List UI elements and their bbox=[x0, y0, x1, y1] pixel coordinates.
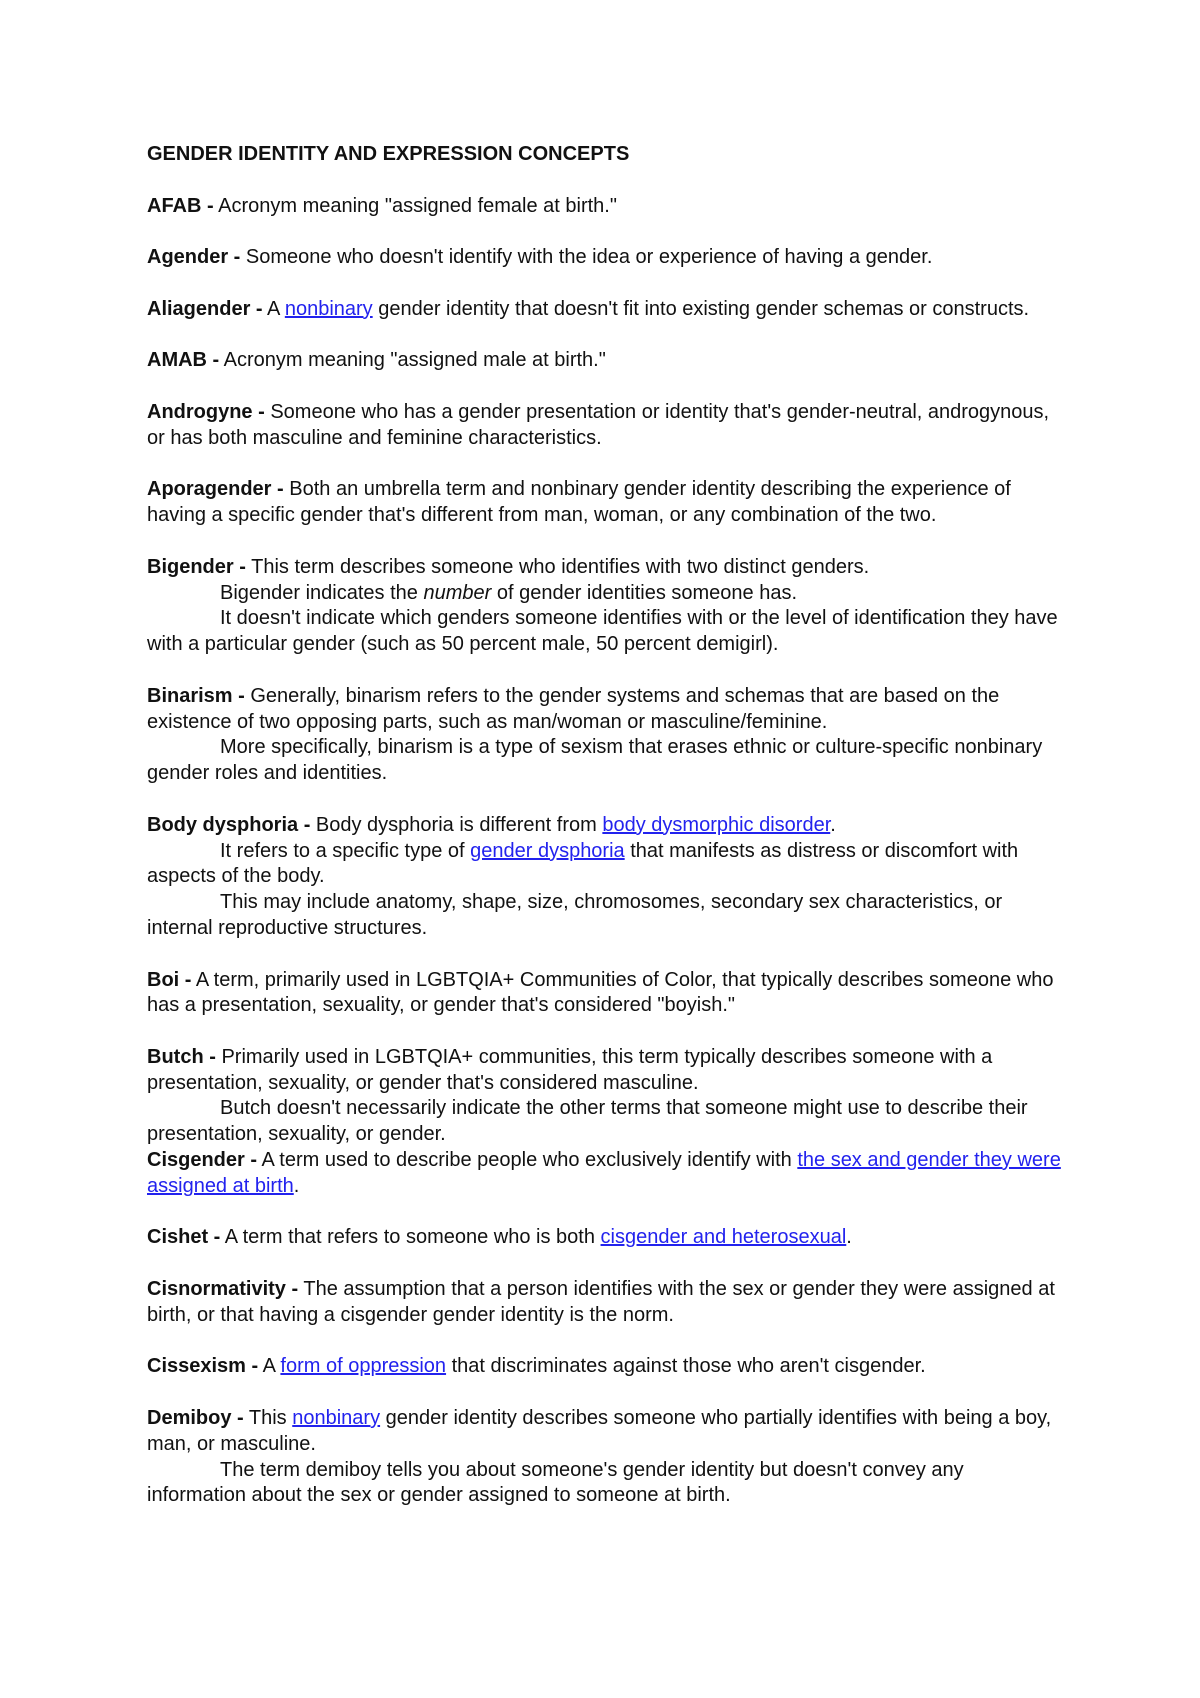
link-cisgender-and-heterosexual[interactable]: cisgender and heterosexual bbox=[600, 1226, 847, 1249]
paragraph-binarism-2: More specifically, binarism is a type of sexism that erases ethnic or culture-specific nonbinary gender roles and identities. bbox=[147, 736, 1043, 785]
entry-cishet bbox=[147, 1225, 1067, 1251]
text-segment: that discriminates against those who aren't cisgender. bbox=[446, 1355, 926, 1378]
link-form-of-oppression[interactable]: form of oppression bbox=[280, 1355, 447, 1378]
definition-binarism: Generally, binarism refers to the gender systems and schemas that are based on the existence of two opposing parts, such as man/woman or masculine/feminine. bbox=[147, 684, 1000, 733]
definition-aliagender-pre: A bbox=[262, 297, 285, 320]
text-segment: gender identity describes someone who partially identifies with being a boy, man, or masculine. bbox=[147, 1407, 1052, 1455]
document-page bbox=[147, 142, 1067, 1535]
term-bigender: Bigender - bbox=[147, 555, 246, 578]
text-segment: Bigender indicates the bbox=[220, 581, 424, 604]
definition-boi: A term, primarily used in LGBTQIA+ Communities of Color, that typically describes someone who has a presentation, sexuality, or gender that's considered "boyish." bbox=[147, 968, 1054, 1017]
text-segment: It refers to a specific type of bbox=[220, 839, 471, 862]
text-segment: of gender identities someone has. bbox=[491, 581, 798, 604]
link-gender-dysphoria[interactable]: gender dysphoria bbox=[470, 839, 625, 862]
definition-amab: Acronym meaning "assigned male at birth." bbox=[219, 349, 606, 372]
term-boi: Boi - bbox=[147, 968, 192, 991]
link-sex-and-gender-assigned[interactable]: the sex and gender they were assigned at birth bbox=[147, 1149, 1061, 1197]
link-body-dysmorphic-disorder[interactable]: body dysmorphic disorder bbox=[602, 813, 831, 836]
definition-bigender: This term describes someone who identifies with two distinct genders. bbox=[245, 555, 870, 578]
paragraph-butch-2: Butch doesn't necessarily indicate the other terms that someone might use to describe their presentation, sexuality, or gender. bbox=[147, 1097, 1028, 1146]
definition-butch: Primarily used in LGBTQIA+ communities, this term typically describes someone with a presentation, sexuality, or gender that's considered masculine. bbox=[147, 1045, 993, 1094]
definition-aliagender-post: gender identity that doesn't fit into existing gender schemas or constructs. bbox=[372, 297, 1030, 320]
term-aliagender: Aliagender - bbox=[147, 297, 263, 320]
term-cissexism: Cissexism - bbox=[147, 1355, 259, 1378]
text-segment: . bbox=[846, 1226, 852, 1249]
paragraph-body-dysphoria-2 bbox=[147, 839, 1067, 891]
term-aporagender: Aporagender - bbox=[147, 478, 284, 501]
definition-aporagender: Both an umbrella term and nonbinary gender identity describing the experience of having a specific gender that's different from man, woman, or any combination of the two. bbox=[147, 478, 1011, 527]
definition-androgyne: Someone who has a gender presentation or identity that's gender-neutral, androgynous, or has both masculine and feminine characteristics. bbox=[147, 400, 1050, 449]
entry-cissexism bbox=[147, 1354, 1067, 1380]
text-segment: A term used to describe people who exclusively identify with bbox=[257, 1149, 798, 1172]
text-segment: Body dysphoria is different from bbox=[310, 813, 603, 836]
entry-afab bbox=[147, 194, 1067, 220]
text-segment: This bbox=[243, 1407, 293, 1430]
text-segment: . bbox=[830, 813, 836, 836]
paragraph-bigender-2 bbox=[147, 581, 1067, 607]
term-binarism: Binarism - bbox=[147, 684, 245, 707]
term-butch: Butch - bbox=[147, 1045, 216, 1068]
paragraph-demiboy-2: The term demiboy tells you about someone's gender identity but doesn't convey any information about the sex or gender assigned to someone at birth. bbox=[147, 1458, 964, 1507]
text-segment: A term that refers to someone who is both bbox=[220, 1226, 601, 1249]
term-afab: AFAB - bbox=[147, 194, 214, 217]
paragraph-bigender-3: It doesn't indicate which genders someone identifies with or the level of identification they have with a particular gender (such as 50 percent male, 50 percent demigirl). bbox=[147, 607, 1058, 656]
term-body-dysphoria: Body dysphoria - bbox=[147, 813, 311, 836]
term-cishet: Cishet - bbox=[147, 1226, 221, 1249]
entry-cisgender bbox=[147, 1148, 1067, 1200]
entry-amab bbox=[147, 348, 1067, 374]
term-agender: Agender - bbox=[147, 246, 241, 269]
entry-cisnormativity bbox=[147, 1277, 1067, 1329]
emphasis-number: number bbox=[423, 581, 492, 604]
link-nonbinary-demiboy[interactable]: nonbinary bbox=[292, 1407, 381, 1430]
text-segment: A bbox=[258, 1355, 281, 1378]
definition-cisnormativity: The assumption that a person identifies with the sex or gender they were assigned at birth, or that having a cisgender gender identity is the norm. bbox=[147, 1278, 1055, 1326]
entry-body-dysphoria bbox=[147, 813, 1067, 942]
entry-aliagender bbox=[147, 297, 1067, 323]
paragraph-body-dysphoria-3: This may include anatomy, shape, size, chromosomes, secondary sex characteristics, or internal reproductive structures. bbox=[147, 891, 1003, 939]
definition-agender: Someone who doesn't identify with the idea or experience of having a gender. bbox=[240, 246, 933, 269]
entry-demiboy bbox=[147, 1406, 1067, 1509]
entry-boi bbox=[147, 968, 1067, 1020]
entry-bigender bbox=[147, 555, 1067, 658]
term-demiboy: Demiboy - bbox=[147, 1407, 244, 1430]
definition-afab: Acronym meaning "assigned female at birth." bbox=[213, 194, 617, 217]
term-cisnormativity: Cisnormativity - bbox=[147, 1278, 299, 1301]
term-amab: AMAB - bbox=[147, 349, 220, 372]
page-title: GENDER IDENTITY AND EXPRESSION CONCEPTS bbox=[147, 143, 630, 165]
term-cisgender: Cisgender - bbox=[147, 1149, 258, 1172]
entry-butch bbox=[147, 1045, 1067, 1148]
entry-androgyne bbox=[147, 400, 1067, 452]
term-androgyne: Androgyne - bbox=[147, 400, 265, 423]
link-nonbinary[interactable]: nonbinary bbox=[284, 297, 373, 320]
text-segment: that manifests as distress or discomfort with aspects of the body. bbox=[147, 839, 1019, 888]
entry-agender bbox=[147, 245, 1067, 271]
entry-binarism bbox=[147, 684, 1067, 787]
entry-aporagender bbox=[147, 477, 1067, 529]
text-segment: . bbox=[293, 1174, 300, 1197]
